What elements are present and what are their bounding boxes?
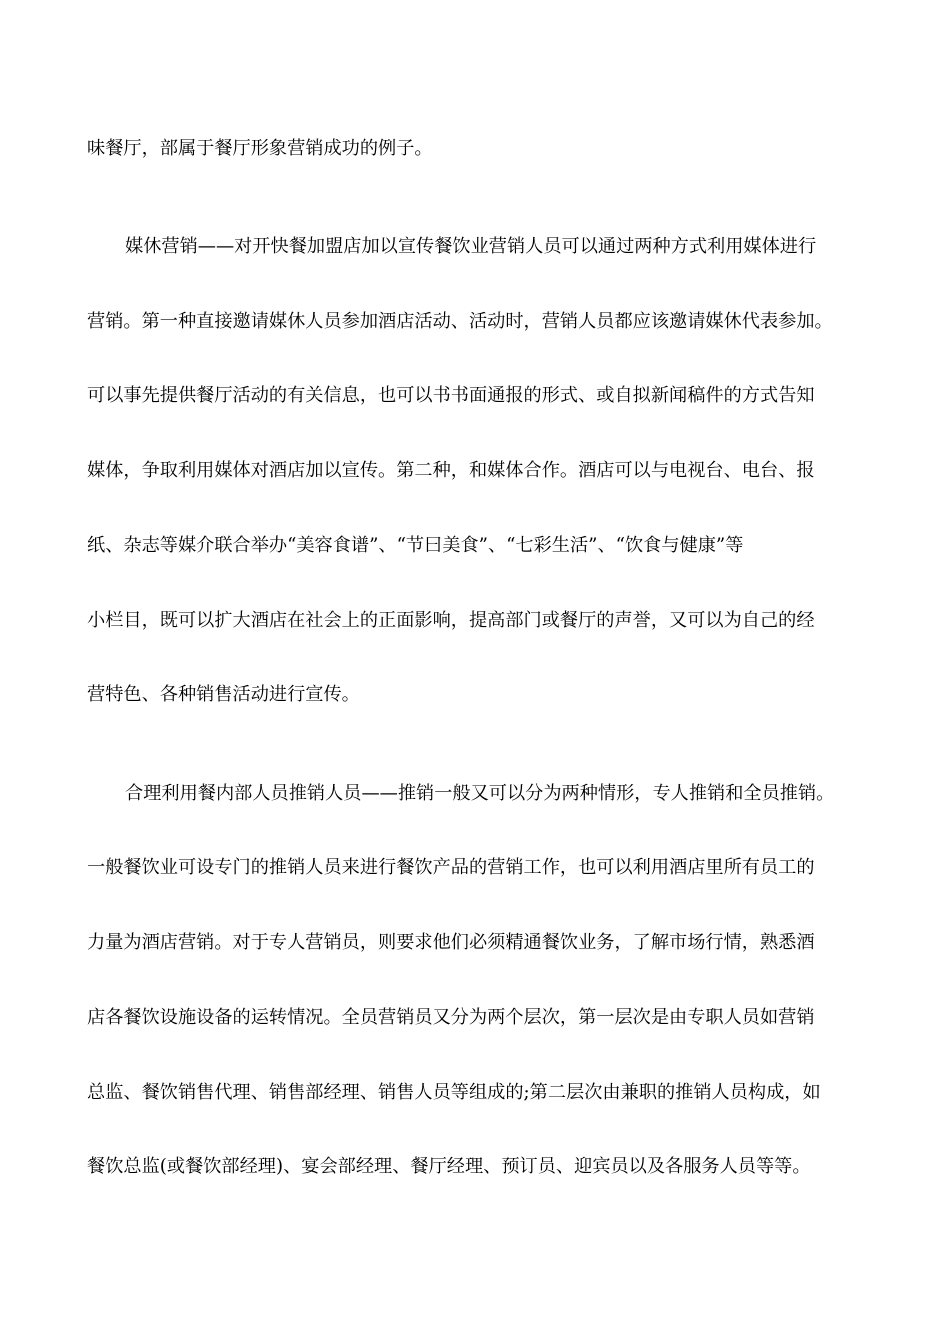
paragraph-2-line-7: 营特色、各种销售活动进行宣传。 <box>87 684 360 705</box>
paragraph-3-line-1: 合理利用餐内部人员推销人员——推销一般又可以分为两种情形，专人推销和全员推销。 <box>125 783 835 804</box>
paragraph-3-line-5: 总监、餐饮销售代理、销售部经理、销售人员等组成的;第二层次由兼职的推销人员构成，如 <box>87 1082 821 1103</box>
paragraph-2-line-1: 媒休营销——对开快餐加盟店加以宣传餐饮业营销人员可以通过两种方式利用媒体进行 <box>125 236 817 257</box>
paragraph-3-line-2: 一般餐饮业可设专门的推销人员来进行餐饮产品的营销工作，也可以利用酒店里所有员工的 <box>87 857 815 878</box>
paragraph-3-line-6: 餐饮总监(或餐饮部经理)、宴会部经理、餐厅经理、预订员、迎宾员以及各服务人员等等。 <box>87 1156 811 1177</box>
paragraph-3-line-4: 店各餐饮设施设备的运转情况。全员营销员又分为两个层次，第一层次是由专职人员如营销 <box>87 1007 815 1028</box>
paragraph-3-line-3: 力量为酒店营销。对于专人营销员，则要求他们必须精通餐饮业务，了解市场行情，熟悉酒 <box>87 932 815 953</box>
paragraph-2-line-5: 纸、杂志等媒介联合举办“美容食谱”、“节曰美食”、“七彩生活”、“饮食与健康”等 <box>87 535 744 556</box>
paragraph-2-line-6: 小栏目，既可以扩大酒店在社会上的正面影响，提高部门或餐厅的声誉，又可以为自己的经 <box>87 610 815 631</box>
paragraph-2-line-3: 可以事先提供餐厅活动的有关信息，也可以书书面通报的形式、或自拟新闻稿件的方式告知 <box>87 385 815 406</box>
paragraph-1-line-1: 味餐厅，部属于餐厅形象营销成功的例子。 <box>87 138 433 159</box>
paragraph-2-line-4: 媒体，争取利用媒体对酒店加以宣传。第二种，和媒体合作。酒店可以与电视台、电台、报 <box>87 460 815 481</box>
paragraph-2-line-2: 营销。第一种直接邀请媒休人员参加酒店活动、活动时，营销人员都应该邀请媒休代表参加。 <box>87 311 833 332</box>
